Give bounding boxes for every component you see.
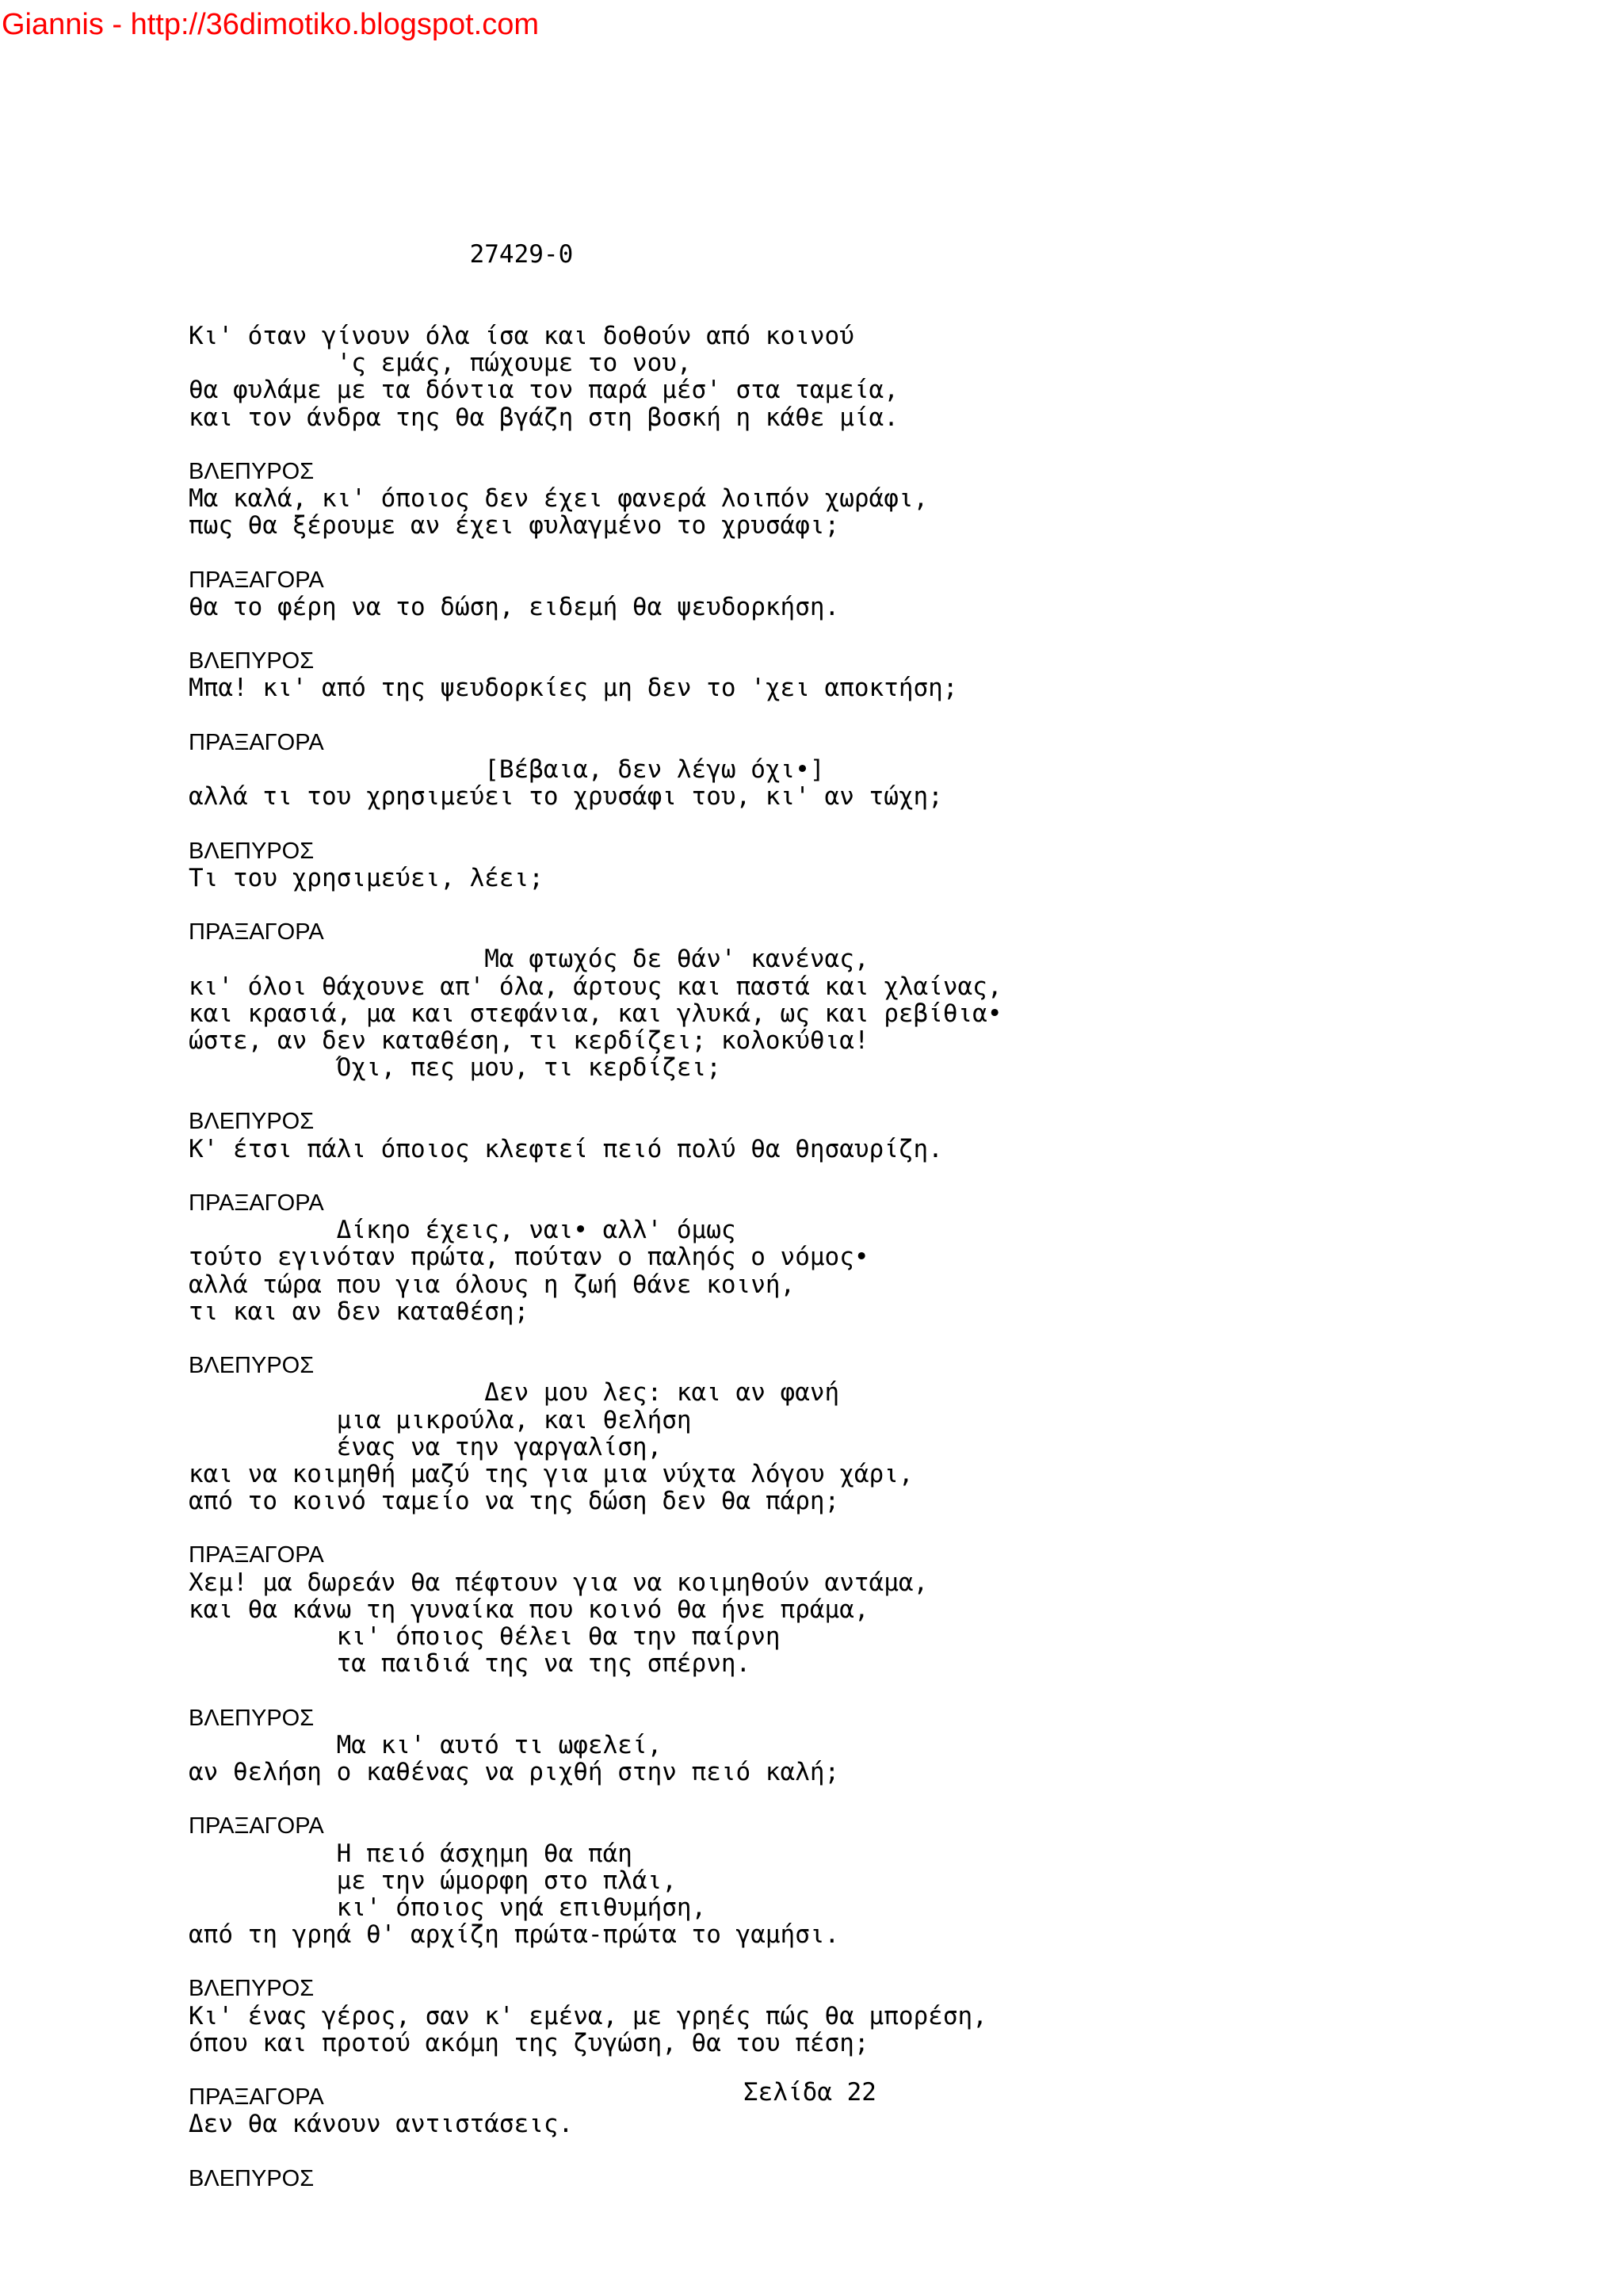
speaker-name: ΠΡΑΞΑΓΟΡΑ xyxy=(189,1542,324,1568)
speaker-name: ΒΛΕΠΥΡΟΣ xyxy=(189,1109,315,1135)
text-line xyxy=(189,1948,1002,1975)
text-line: ένας να την γαργαλίση, xyxy=(189,1432,663,1461)
text-line: και θα κάνω τη γυναίκα που κοινό θα ήνε πράμα, xyxy=(189,1595,869,1624)
text-line xyxy=(189,540,1002,567)
text-line: τι και αν δεν καταθέση; xyxy=(189,1297,529,1326)
speaker-name: ΒΛΕΠΥΡΟΣ xyxy=(189,648,315,674)
page-code: 27429-0 xyxy=(189,240,574,269)
text-line: όπου και προτού ακόμη της ζυγώση, θα του πέση; xyxy=(189,2028,869,2057)
text-line xyxy=(189,810,1002,837)
text-line: τα παιδιά της να της σπέρνη. xyxy=(189,1649,751,1679)
text-line: Μα κι' αυτό τι ωφελεί, xyxy=(189,1730,663,1759)
text-line: κι' όποιος θέλει θα την παίρνη xyxy=(189,1622,781,1651)
text-line: κι' όλοι θάχουνε απ' όλα, άρτους και παστά και χλαίνας, xyxy=(189,972,1002,1001)
text-line xyxy=(189,2138,1002,2165)
text-line: Δίκηο έχεις, ναι• αλλ' όμως xyxy=(189,1216,736,1245)
speaker-name: ΒΛΕΠΥΡΟΣ xyxy=(189,458,315,484)
text-line xyxy=(189,431,1002,458)
speaker-name: ΠΡΑΞΑΓΟΡΑ xyxy=(189,729,324,755)
text-line xyxy=(189,1163,1002,1190)
text-line: και τον άνδρα της θα βγάζη στη βοσκή η κάθε μία. xyxy=(189,403,899,432)
text-line: Δεν μου λες: και αν φανή xyxy=(189,1378,840,1408)
text-line xyxy=(189,1325,1002,1352)
text-line xyxy=(189,2057,1002,2084)
text-line xyxy=(189,1677,1002,1704)
text-line: ώστε, αν δεν καταθέση, τι κερδίζει; κολοκύθια! xyxy=(189,1026,869,1055)
document-body xyxy=(189,187,1002,2219)
text-line: Τι του χρησιμεύει, λέει; xyxy=(189,863,544,892)
text-line: [Βέβαια, δεν λέγω όχι•] xyxy=(189,755,825,784)
text-line: Κι' όταν γίνουν όλα ίσα και δοθούν από κοινού xyxy=(189,322,854,350)
text-line: Μα φτωχός δε θάν' κανένας, xyxy=(189,945,869,974)
text-line: Δεν θα κάνουν αντιστάσεις. xyxy=(189,2110,574,2139)
text-line: μια μικρούλα, και θελήση xyxy=(189,1405,692,1435)
text-line xyxy=(189,1786,1002,1813)
text-line: με την ώμορφη στο πλάι, xyxy=(189,1866,677,1895)
page-number: Σελίδα 22 xyxy=(743,2078,876,2107)
text-line xyxy=(189,1081,1002,1108)
speaker-name: ΒΛΕΠΥΡΟΣ xyxy=(189,1705,315,1731)
text-line: Η πειό άσχημη θα πάη xyxy=(189,1839,632,1868)
text-line: Μα καλά, κι' όποιος δεν έχει φανερά λοιπόν χωράφι, xyxy=(189,484,929,514)
speaker-name: ΒΛΕΠΥΡΟΣ xyxy=(189,1353,315,1379)
speaker-name: ΠΡΑΞΑΓΟΡΑ xyxy=(189,567,324,593)
text-line: αν θελήση ο καθένας να ριχθή στην πειό καλή; xyxy=(189,1757,840,1786)
speaker-name: ΠΡΑΞΑΓΟΡΑ xyxy=(189,919,324,946)
text-line: και να κοιμηθή μαζύ της για μια νύχτα λόγου χάρι, xyxy=(189,1459,914,1488)
text-line: Κ' έτσι πάλι όποιος κλεφτεί πειό πολύ θα θησαυρίζη. xyxy=(189,1134,943,1163)
text-line xyxy=(189,621,1002,648)
text-line: Όχι, πες μου, τι κερδίζει; xyxy=(189,1053,721,1083)
text-line: και κρασιά, μα και στεφάνια, και γλυκά, ως και ρεβίθια• xyxy=(189,999,1002,1028)
text-line: από τη γρηά θ' αρχίζη πρώτα-πρώτα το γαμήσι. xyxy=(189,1920,840,1950)
text-line xyxy=(189,1515,1002,1541)
dialogue-lines xyxy=(189,323,1002,2192)
text-line: αλλά τι του χρησιμεύει το χρυσάφι του, κι' αν τώχη; xyxy=(189,782,943,812)
speaker-name: ΠΡΑΞΑΓΟΡΑ xyxy=(189,1190,324,1216)
speaker-name: ΒΛΕΠΥΡΟΣ xyxy=(189,1976,315,2002)
text-line: Χεμ! μα δωρεάν θα πέφτουν για να κοιμηθούν αντάμα, xyxy=(189,1568,929,1597)
text-line xyxy=(189,702,1002,729)
text-line: Μπα! κι' από της ψευδορκίες μη δεν το 'χει αποκτήση; xyxy=(189,674,958,703)
text-line: τούτο εγινόταν πρώτα, πούταν ο παληός ο νόμος• xyxy=(189,1243,869,1272)
watermark-text: Giannis - http://36dimotiko.blogspot.com xyxy=(2,8,540,41)
text-line: 'ς εμάς, πώχουμε το νου, xyxy=(189,349,692,378)
speaker-name: ΠΡΑΞΑΓΟΡΑ xyxy=(189,1813,324,1839)
text-line: από το κοινό ταμείο να της δώση δεν θα πάρη; xyxy=(189,1487,840,1516)
text-line: Κι' ένας γέρος, σαν κ' εμένα, με γρηές πώς θα μπορέση, xyxy=(189,2001,987,2030)
text-line: θα το φέρη να το δώση, ειδεμή θα ψευδορκήση. xyxy=(189,592,840,621)
speaker-name: ΒΛΕΠΥΡΟΣ xyxy=(189,2165,315,2191)
text-line xyxy=(189,892,1002,919)
text-line: πως θα ξέρουμε αν έχει φυλαγμένο το χρυσάφι; xyxy=(189,511,840,541)
text-line: θα φυλάμε με τα δόντια τον παρά μέσ' στα ταμεία, xyxy=(189,376,899,405)
speaker-name: ΒΛΕΠΥΡΟΣ xyxy=(189,838,315,864)
text-line: αλλά τώρα που για όλους η ζωή θάνε κοινή, xyxy=(189,1270,796,1299)
text-line: κι' όποιος νηά επιθυμήση, xyxy=(189,1893,707,1922)
speaker-name: ΠΡΑΞΑΓΟΡΑ xyxy=(189,2084,324,2111)
